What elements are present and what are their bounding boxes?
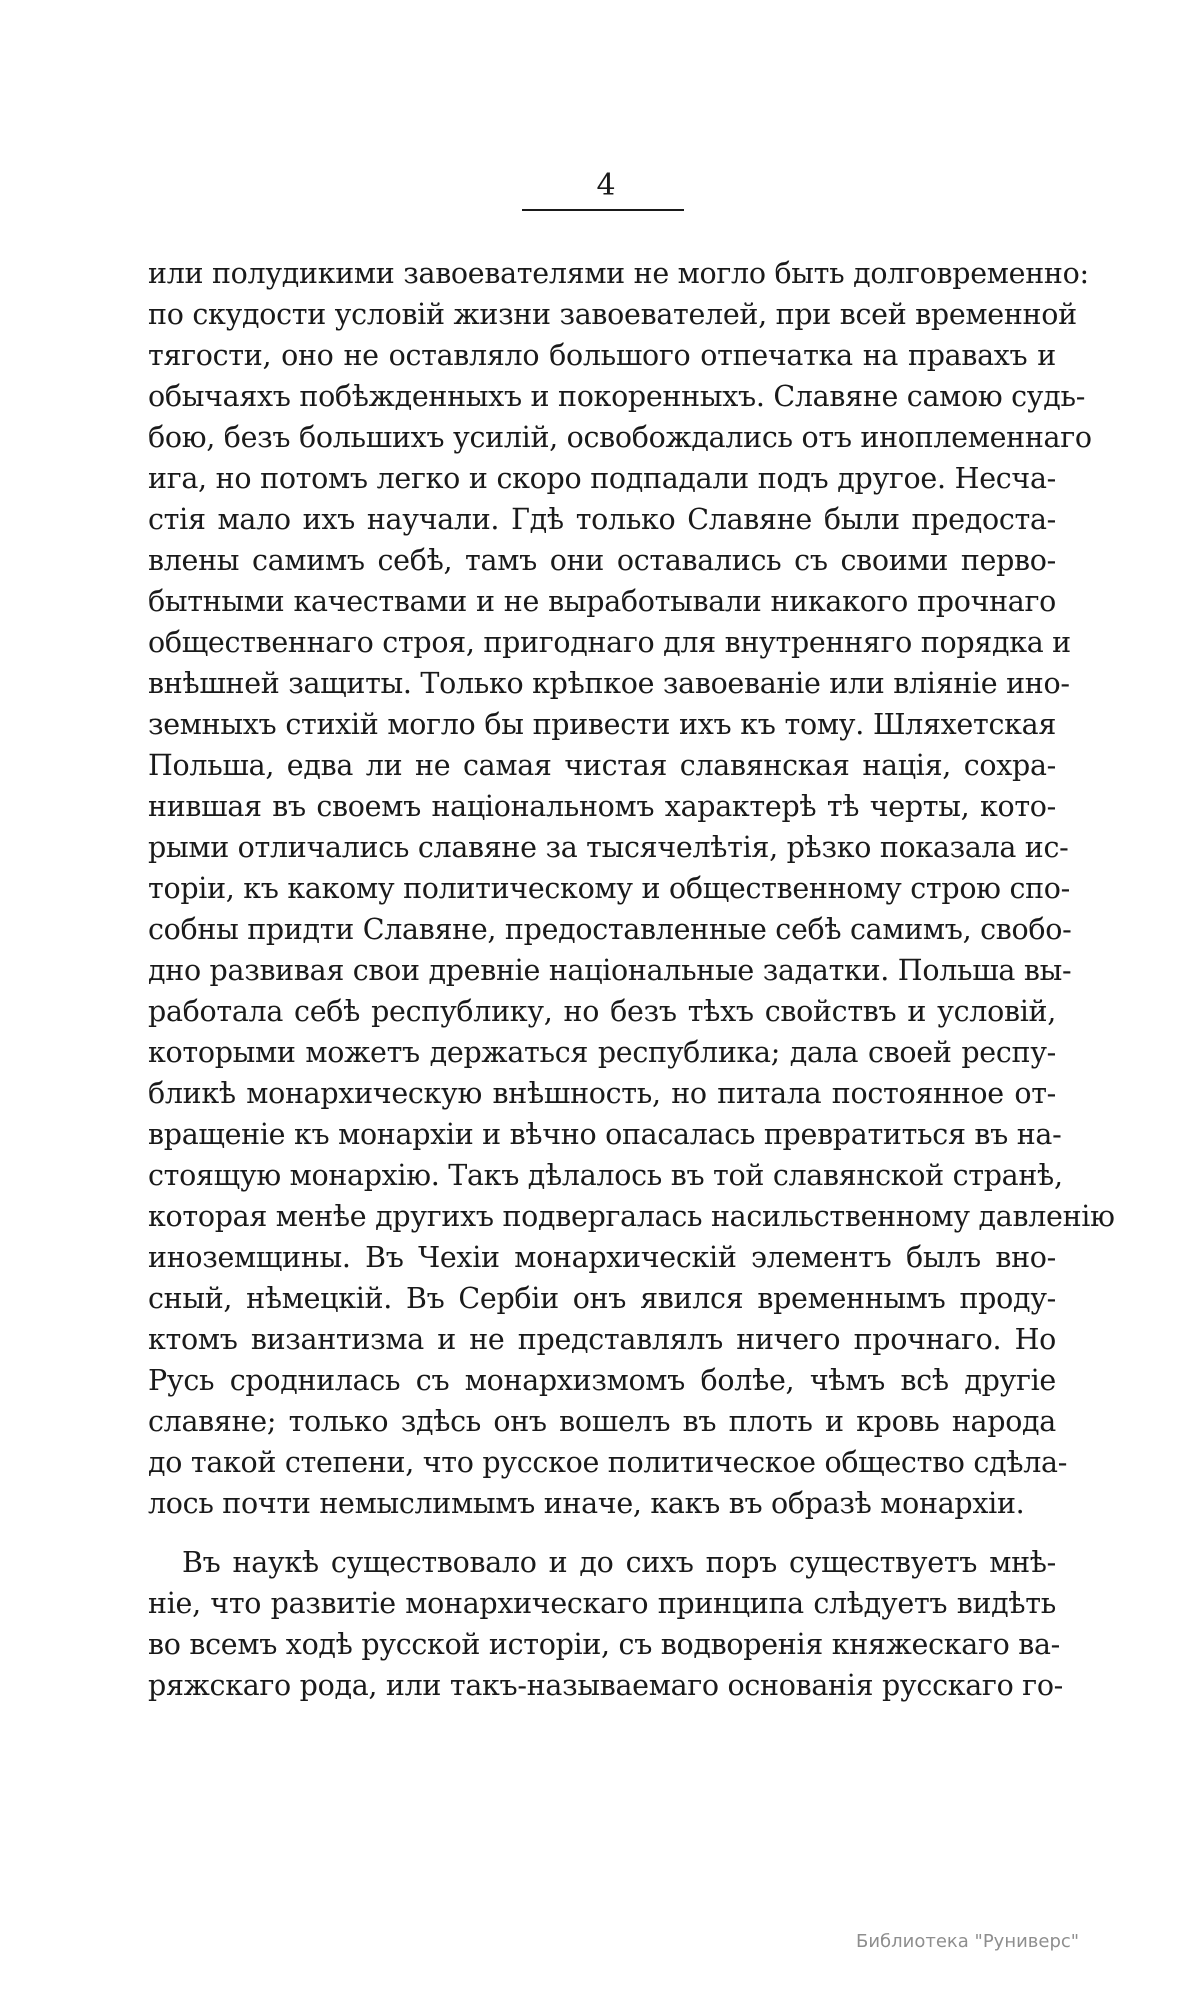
text-line: Русь сроднилась съ монархизмомъ болѣе, чѣмъ всѣ другіе [148,1364,1056,1397]
text-line: тягости, оно не оставляло большого отпечатка на правахъ и [148,339,1056,372]
text-line: по скудости условій жизни завоевателей, при всей временной [148,298,1077,331]
text-line: нившая въ своемъ національномъ характерѣ тѣ черты, кото- [148,790,1056,823]
page-number: 4 [596,168,616,203]
text-line: обычаяхъ побѣжденныхъ и покоренныхъ. Славяне самою судь- [148,380,1086,413]
library-watermark: Библиотека "Руниверс" [856,1931,1080,1952]
paragraph-1 [148,253,1115,1524]
text-line: общественнаго строя, пригоднаго для внутренняго порядка и [148,626,1071,659]
text-line: торіи, къ какому политическому и общественному строю спо- [148,872,1070,905]
header-rule [522,209,684,211]
text-line: лось почти немыслимымъ иначе, какъ въ образѣ монархіи. [148,1487,1025,1520]
text-line: рыми отличались славяне за тысячелѣтія, рѣзко показала ис- [148,831,1069,864]
text-line: до такой степени, что русское политическое общество сдѣла- [148,1446,1068,1479]
text-line: стоящую монархію. Такъ дѣлалось въ той славянской странѣ, [148,1159,1063,1192]
text-line: бликѣ монархическую внѣшность, но питала постоянное от- [148,1077,1056,1110]
text-line: бою, безъ большихъ усилій, освобождались отъ иноплеменнаго [148,421,1092,454]
text-line: ктомъ византизма и не представлялъ ничего прочнаго. Но [148,1323,1056,1356]
text-line: славяне; только здѣсь онъ вошелъ въ плоть и кровь народа [148,1405,1056,1438]
text-line: Польша, едва ли не самая чистая славянская нація, сохра- [148,749,1056,782]
text-line: которыми можетъ держаться республика; дала своей респу- [148,1036,1056,1069]
text-line: иноземщины. Въ Чехіи монархическій элементъ былъ вно- [148,1241,1056,1274]
text-line: ряжскаго рода, или такъ-называемаго основанія русскаго го- [148,1669,1064,1702]
text-line: вращеніе къ монархіи и вѣчно опасалась превратиться въ на- [148,1118,1062,1151]
text-line: сный, нѣмецкій. Въ Сербіи онъ явился временнымъ проду- [148,1282,1056,1315]
text-line: земныхъ стихій могло бы привести ихъ къ тому. Шляхетская [148,708,1056,741]
text-line: стія мало ихъ научали. Гдѣ только Славяне были предоста- [148,503,1056,536]
text-line: или полудикими завоевателями не могло быть долговременно: [148,257,1089,290]
text-line: собны придти Славяне, предоставленные себѣ самимъ, свобо- [148,913,1072,946]
text-line: Въ наукѣ существовало и до сихъ поръ существуетъ мнѣ- [182,1546,1056,1579]
text-line: ніе, что развитіе монархическаго принципа слѣдуетъ видѣть [148,1587,1056,1620]
text-line: влены самимъ себѣ, тамъ они оставались съ своими перво- [148,544,1056,577]
body-text [148,253,1115,1706]
text-line: бытными качествами и не выработывали никакого прочнаго [148,585,1056,618]
text-line: дно развивая свои древніе національные задатки. Польша вы- [148,954,1072,987]
text-line: работала себѣ республику, но безъ тѣхъ свойствъ и условій, [148,995,1056,1028]
text-line: которая менѣе другихъ подвергалась насильственному давленію [148,1200,1115,1233]
paragraph-2 [148,1542,1064,1706]
text-line: во всемъ ходѣ русской исторіи, съ водворенія княжескаго ва- [148,1628,1060,1661]
paragraph-gap [148,1524,1056,1542]
text-line: ига, но потомъ легко и скоро подпадали подъ другое. Несча- [148,462,1056,495]
text-line: внѣшней защиты. Только крѣпкое завоеваніе или вліяніе ино- [148,667,1070,700]
